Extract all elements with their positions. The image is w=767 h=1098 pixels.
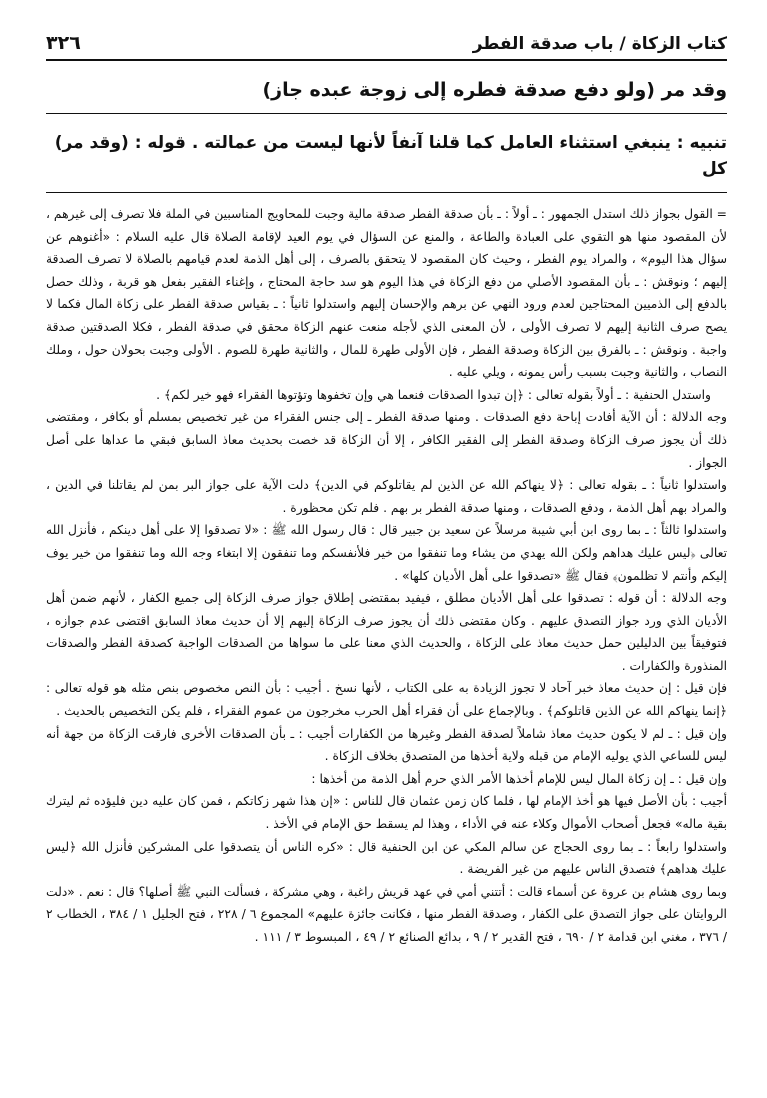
- footnote-paragraph: وبما روى هشام بن عروة عن أسماء قالت : أتتني أمي في عهد قريش راغبة ، وهي مشركة ، فسألت النبي ﷺ أصلها؟ قال : نعم . «دلت الروايتان على جواز التصدق على الكفار ، وصدقة الفطر منها ، فكانت جائزة عليهم» المجموع ٦ / ٢٢٨ ، فتح الجليل ١ / ٣٨٤ ، الخطاب ٢ / ٣٧٦ ، مغني ابن قدامة ٢ / ٦٩٠ ، فتح القدير ٢ / ٩ ، بدائع الصنائع ٢ / ٤٩ ، المبسوط ٣ / ١١١ .: [46, 884, 727, 944]
- footnote-paragraph: واستدلوا ثانياً : ـ بقوله تعالى : ﴿لا ينهاكم الله عن الذين لم يقاتلوكم في الدين﴾ دلت الآية على جواز البر بمن لم يقاتلنا في الدين ، والمراد بهم أهل الذمة ، ودفع الصدقات ، ومنها صدقة الفطر بر بهم . فلم تكن محظورة .: [46, 478, 727, 515]
- footnote-rule: [46, 192, 727, 193]
- running-header: [46, 30, 727, 61]
- footnote-block: [46, 203, 727, 949]
- page-number: ٣٢٦: [46, 32, 81, 54]
- footnote-paragraph: وإن قيل : ـ إن زكاة المال ليس للإمام أخذها الأمر الذي حرم أهل الذمة من أخذها :: [311, 771, 727, 786]
- footnote-paragraph: أجيب : بأن الأصل فيها هو أخذ الإمام لها ، فلما كان زمن عثمان قال للناس : «إن هذا شهر زكاتكم ، فمن كان عليه دين فليؤده ثم ليترك بقية ماله» فجعل أصحاب الأموال وكلاء عنه في الأداء ، وهذا لم يسقط حق الإمام في الأخذ .: [46, 794, 727, 832]
- main-text-line: وقد مر (ولو دفع صدقة فطره إلى زوجة عبده جاز): [262, 79, 727, 101]
- main-separator: [46, 113, 727, 114]
- footnote-paragraph: وجه الدلالة : أن الآية أفادت إباحة دفع الصدقات . ومنها صدقة الفطر ـ إلى جنس الفقراء من غير تخصيص بمسلم أو بكافر ، ومقتضى ذلك أن يجوز صرف الزكاة وصدقة الفطر إلى الفقير الكافر ، إلا أن الزكاة قد خصت بحديث معاذ السابق فبقي ما عداها على أصل الجواز .: [46, 410, 727, 470]
- footnote-paragraph: وجه الدلالة : أن قوله : تصدقوا على أهل الأديان مطلق ، فيفيد بمقتضى إطلاق جواز صرف الزكاة إلى جميع الكفار ، لأنهم ضمن أهل الأديان الذي ورد جواز التصدق عليهم . وكان مقتضى ذلك أن يجوز صرف الزكاة إليهم إلا أن حديث معاذ السابق اقتضى عدم جوازه ، فتوفيقاً بين الدليلين حمل حديث معاذ على الزكاة ، والحديث الذي معنا على ما سواها من الصدقات الواجبة كصدقة الفطر والصدقات المنذورة والكفارات .: [46, 591, 727, 673]
- footnote-paragraph: واستدلوا رابعاً : ـ بما روى الحجاج عن سالم المكي عن ابن الحنفية قال : «كره الناس أن يتصدقوا على المشركين فأنزل الله ﴿ليس عليك هداهم﴾ فتصدق الناس عليهم من غير الفريضة .: [46, 839, 727, 877]
- footnote-paragraph: وإن قيل : ـ لم لا يكون حديث معاذ شاملاً لصدقة الفطر وغيرها من الكفارات أجيب : ـ بأن الصدقات الأخرى فارقت الزكاة من جهة أنه ليس للساعي الذي يوليه الإمام من قبله ولاية أخذها من المتصدق بخلاف الزكاة .: [46, 726, 727, 764]
- note-line: تنبيه : ينبغي استثناء العامل كما قلنا آنفاً لأنها ليست من عمالته . قوله : (وقد مر) كل: [54, 133, 727, 179]
- footnote-paragraph: واستدل الحنفية : ـ أولاً بقوله تعالى : ﴿إن تبدوا الصدقات فنعما هي وإن تخفوها وتؤتوها الفقراء فهو خير لكم﴾ .: [156, 387, 711, 402]
- chapter-title: كتاب الزكاة / باب صدقة الفطر: [472, 34, 727, 54]
- book-page: [46, 30, 727, 1078]
- footnote-paragraph: واستدلوا ثالثاً : ـ بما روى ابن أبي شيبة مرسلاً عن سعيد بن جبير قال : قال رسول الله ﷺ : «لا تصدقوا إلا على أهل دينكم ، فأنزل الله تعالى ﴿ليس عليك هداهم ولكن الله يهدي من يشاء وما تنفقوا من خير فلأنفسكم وما تنفقون إلا ابتغاء وجه الله وما تنفقوا من خير يوف إليكم وأنتم لا تظلمون﴾ فقال ﷺ «تصدقوا على أهل الأديان كلها» .: [46, 523, 727, 583]
- footnote-paragraph: فإن قيل : إن حديث معاذ خبر آحاد لا تجوز الزيادة به على الكتاب ، لأنها نسخ . أجيب : بأن النص مخصوص بنص مثله هو قوله تعالى : ﴿إنما ينهاكم الله عن الذين قاتلوكم﴾ . وبالإجماع على أن فقراء أهل الحرب مخرجون من عموم الفقراء ، فلم يكن التخصيص بالحديث .: [46, 681, 727, 719]
- footnote-paragraph: = القول بجواز ذلك استدل الجمهور : ـ أولاً : ـ بأن صدقة الفطر صدقة مالية وجبت للمحاويج المناسبين في الملة فلا تصرف إلى غيرهم ، لأن المقصود منها هو التقوي على العبادة والطاعة ، والمنع عن السؤال في يوم العيد لإقامة الصلاة قال عليه السلام : «أغنوهم عن سؤال هذا اليوم» ، والمراد يوم الفطر ، وحيث كان المقصود لا يتحقق بالصرف ، إلى أهل الذمة لعدم قيامهم بالصلاة لا تصرف الصدقة إليهم ؛ ونوقش : ـ بأن المقصود الأصلي من دفع الزكاة في هذا اليوم هو سد حاجة المحتاج ، وإغناء الفقير بفعل هو قربة ، وذلك حصل بالدفع إلى الذميين المحتاجين لعدم ورود النهي عن برهم والإحسان إليهم واستدلوا ثانياً : ـ بقياس صدقة الفطر على زكاة المال فكما لا يصح صرف الثانية إليهم لا تصرف الأولى ، لأن المعنى الذي لأجله منعت عنهم الزكاة محقق في صدقة الفطر ، فكلا الصدقتين صدقة واجبة . ونوقش : ـ بالفرق بين الزكاة وصدقة الفطر ، فإن الأولى طهرة للمال ، والثانية طهرة للصوم . الأولى وجبت بحولان حول ، وملك النصاب ، والثانية وجبت بسبب رأس يمونه ، ويلي عليه .: [46, 207, 727, 380]
